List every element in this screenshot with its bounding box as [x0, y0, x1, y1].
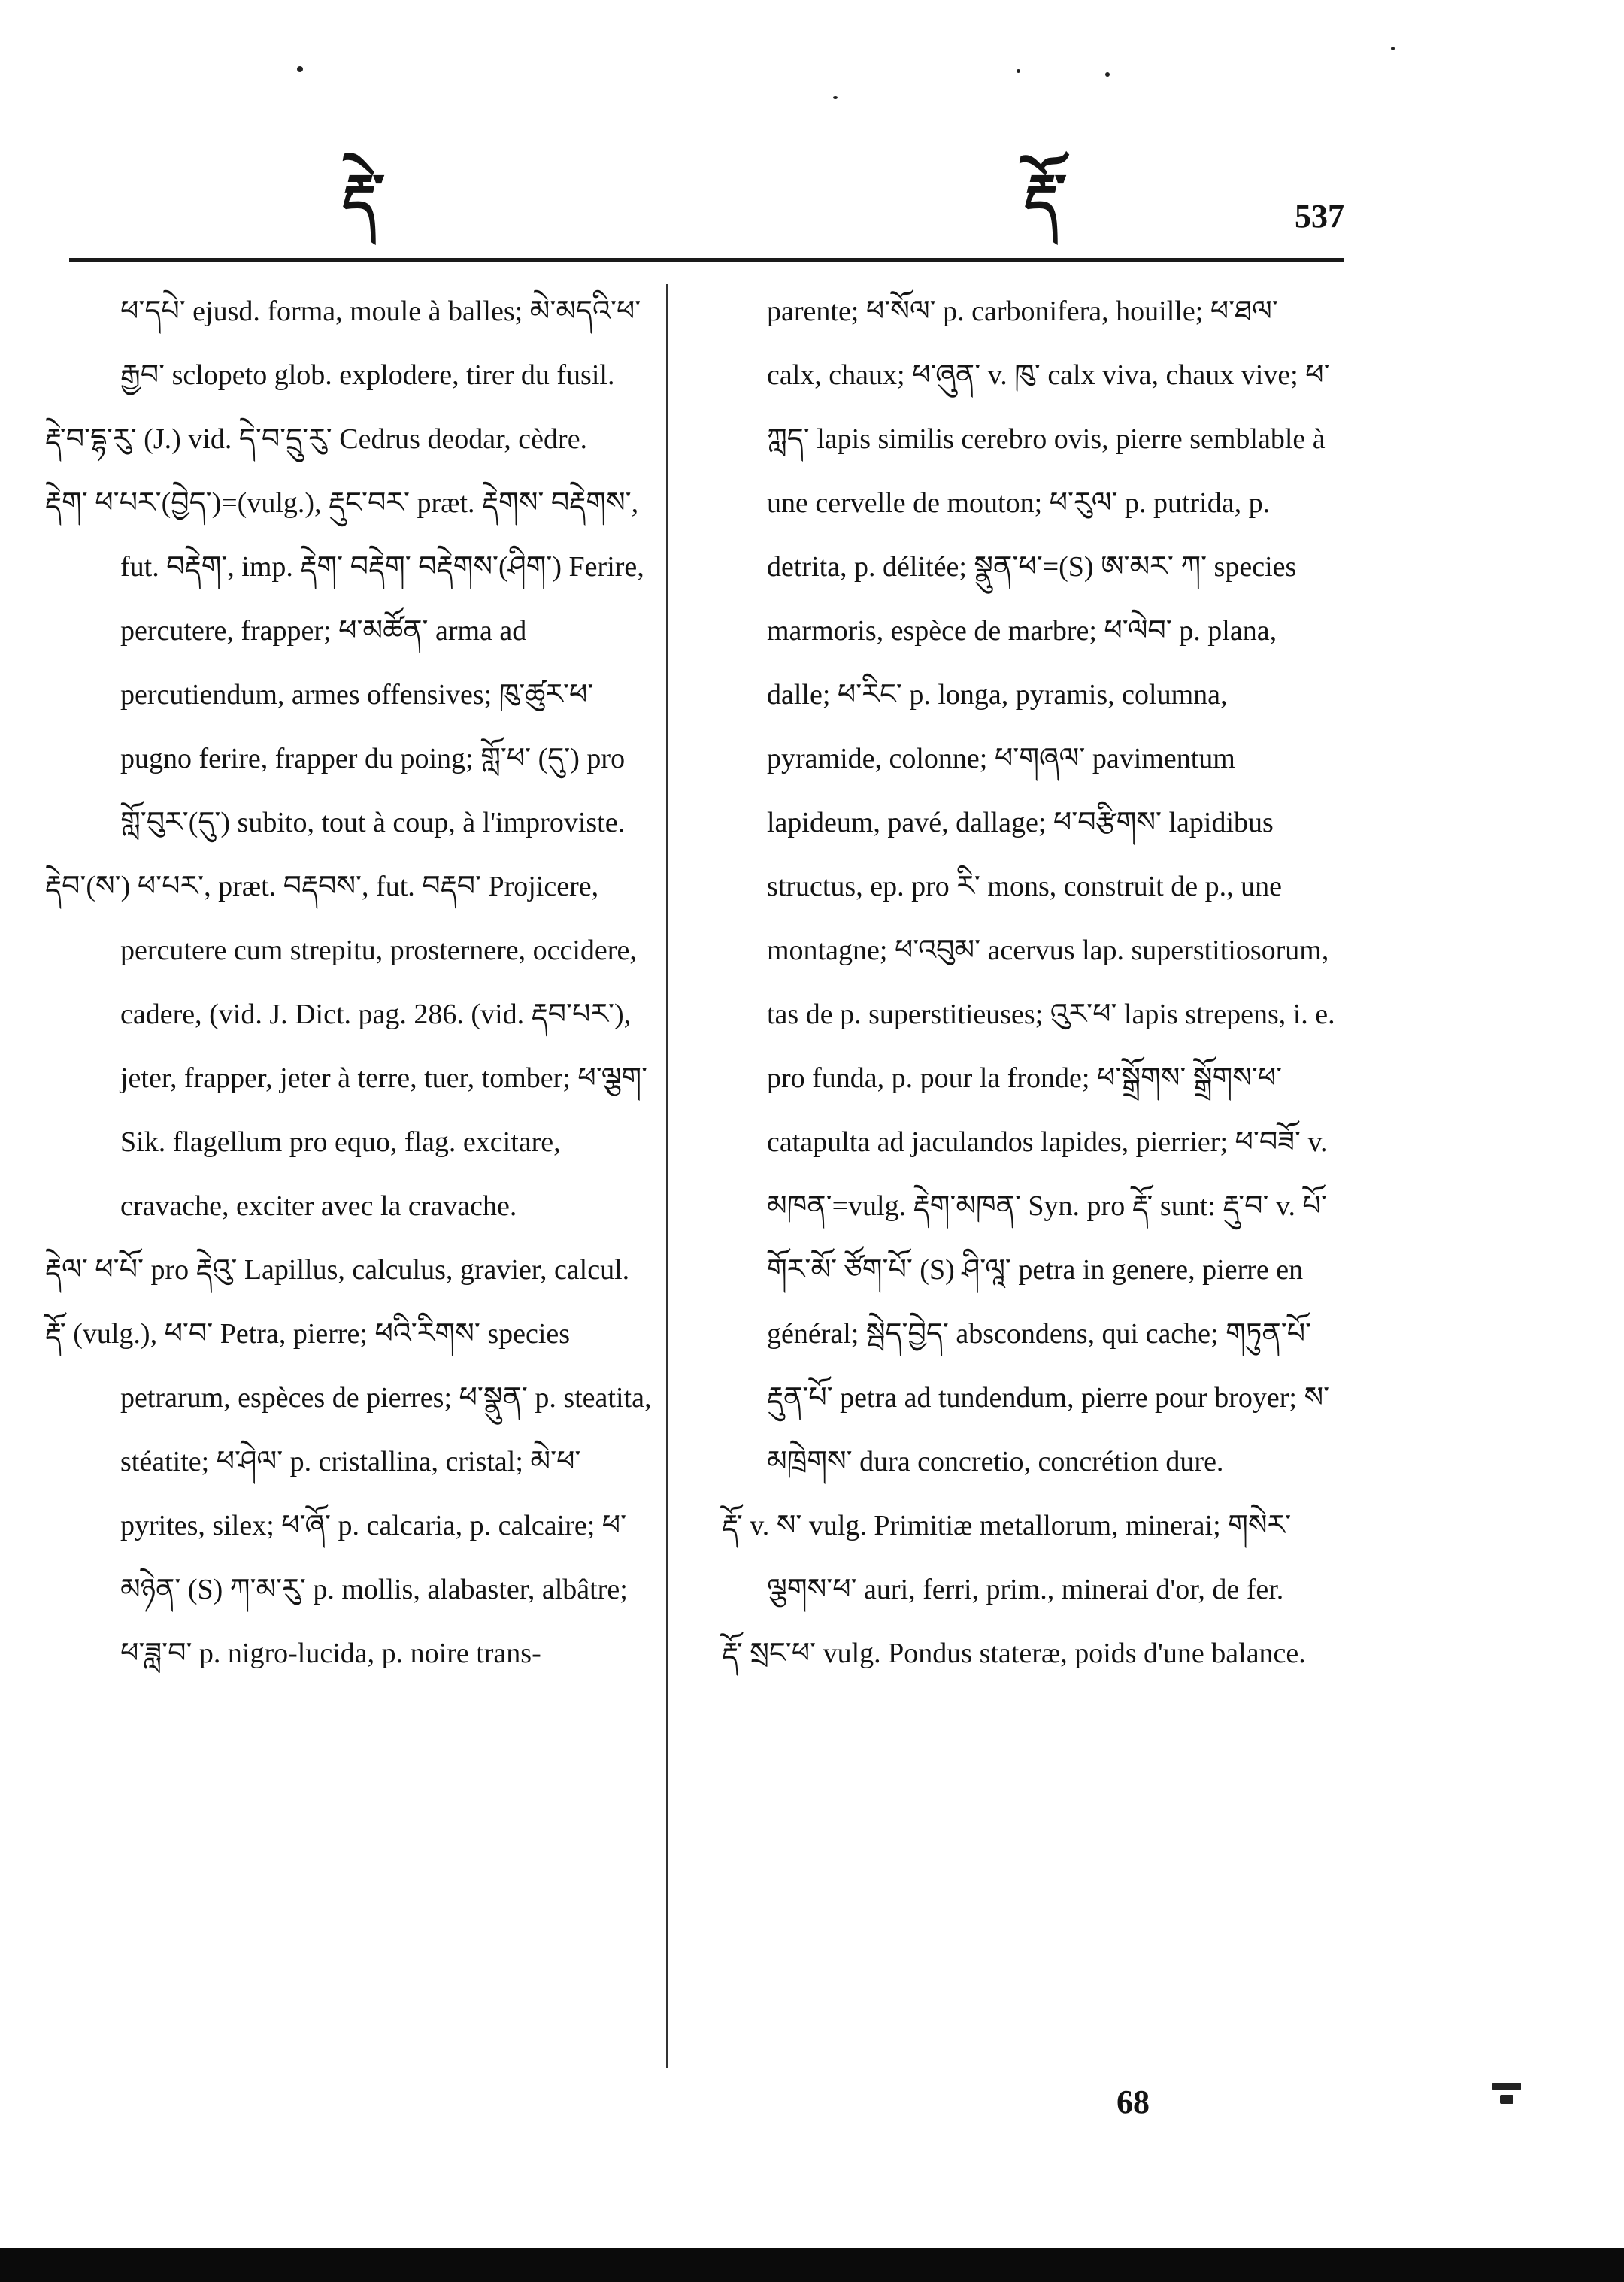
right-column [722, 280, 1338, 1686]
dictionary-entry: རྡེལ་ ཕ་པོ་ pro རྡེའུ་ Lapillus, calculus, gravier, calcul. [45, 1254, 630, 1286]
left-column [45, 280, 654, 1686]
scan-speck [1105, 72, 1110, 77]
dictionary-entry: རྡོ་ v. ས་ vulg. Primitiæ metallorum, minerai; གསེར་ ལྕགས་ཕ་ auri, ferri, prim., minerai d'or, de fer. [722, 1510, 1292, 1605]
dictionary-entry: ཕ་དཔེ་ ejusd. forma, moule à balles; མེ་མདའི་ཕ་རྒྱབ་ sclopeto glob. explodere, tirer du fusil. [120, 295, 641, 391]
header-left-headword: རྡེ་ [342, 162, 385, 230]
scan-speck [1017, 69, 1020, 73]
scan-speck [297, 66, 303, 72]
scan-speck [1492, 2083, 1521, 2090]
dictionary-entry: parente; ཕ་སོལ་ p. carbonifera, houille; ཕ་ཐལ་ calx, chaux; ཕ་ཞུན་ v. ཁུ་ calx viva, chaux vive; ཕ་ཀླད་ lapis similis cerebro ovis, pierre semblable à une cervelle de mouton; ཕ་རུལ་ p. putrida, p. detrita, p. délitée; སྣུན་ཕ་=(S) ཨ་མར་ ཀ་ species marmoris, espèce de marbre; ཕ་ལེབ་ p. plana, dalle; ཕ་རིང་ p. longa, pyramis, columna, pyramide, colonne; ཕ་གཞལ་ pavimentum lapideum, pavé, dallage; ཕ་བརྩིགས་ lapidibus structus, ep. pro རི་ mons, construit de p., une montagne; ཕ་འབུམ་ acervus lap. superstitiosorum, tas de p. superstitieuses; འུར་ཕ་ lapis strepens, i. e. pro funda, p. pour la fronde; ཕ་སྒྲོགས་ སྒྲོགས་ཕ་ catapulta ad jaculandos lapides, pierrier; ཕ་བཟོ་ v. མཁན་=vulg. རྡེག་མཁན་ Syn. pro རྡོ་ sunt: རྡུ་བ་ v. པོ་ གོར་མོ་ ཙོག་པོ་ (S) ཤི་ལཱ་ petra in genere, pierre en général; སྦེད་བྱེད་ abscondens, qui cache; གཏུན་པོ་ རྡུན་པོ་ petra ad tundendum, pierre pour broyer; ས་མཁྲེགས་ dura concretio, concrétion dure. [767, 295, 1335, 1477]
header-rule [69, 258, 1344, 262]
scan-speck [1500, 2095, 1513, 2104]
dictionary-entry: རྡོ་ (vulg.), ཕ་བ་ Petra, pierre; ཕའི་རིགས་ species petrarum, espèces de pierres; ཕ་སྣུན་ p. steatita, stéatite; ཕ་ཤེལ་ p. cristallina, cristal; མེ་ཕ་ pyrites, silex; ཕ་ཞོ་ p. calcaria, p. calcaire; ཕ་མཉེན་ (S) ཀ་མ་རུ་ p. mollis, alabaster, albâtre; ཕ་ཟླ་བ་ p. nigro-lucida, p. noire trans- [45, 1318, 652, 1669]
column-divider [666, 284, 668, 2068]
dictionary-entry: རྡེ་བ་དྷ་རུ་ (J.) vid. དེ་བ་དྲུ་རུ་ Cedrus deodar, cèdre. [45, 423, 588, 455]
dictionary-entry: རྡེབ་(ས་) ཕ་པར་, præt. བརྡབས་, fut. བརྡབ་ Projicere, percutere cum strepitu, prosternere, occidere, cadere, (vid. J. Dict. pag. 286. (vid. རྡབ་པར་), jeter, frapper, jeter à terre, tuer, tomber; ཕ་ལྕག་ Sik. flagellum pro equo, flag. excitare, cravache, exciter avec la cravache. [45, 871, 648, 1222]
signature-number: 68 [1116, 2083, 1150, 2120]
scan-bottom-bar [0, 2248, 1624, 2282]
scan-speck [1391, 47, 1395, 50]
dictionary-entry: རྡེག་ ཕ་པར་(བྱེད་)=(vulg.), རྡུང་བར་ præt. རྡེགས་ བརྡེགས་, fut. བརྡེག་, imp. རྡེག་ བརྡེག་ བརྡེགས་(ཤིག་) Ferire, percutere, frapper; ཕ་མཚོན་ arma ad percutiendum, armes offensives; ཁུ་ཚུར་ཕ་ pugno ferire, frapper du poing; གློ་ཕ་ (དུ་) pro གློ་བུར་(དུ་) subito, tout à coup, à l'improviste. [45, 487, 644, 838]
scan-speck [833, 96, 838, 99]
dictionary-entry: རྡོ་ སྲང་ཕ་ vulg. Pondus stateræ, poids d'une balance. [722, 1638, 1306, 1669]
header-right-headword: རྡོ་ [1024, 162, 1067, 230]
page-number: 537 [1295, 198, 1344, 235]
